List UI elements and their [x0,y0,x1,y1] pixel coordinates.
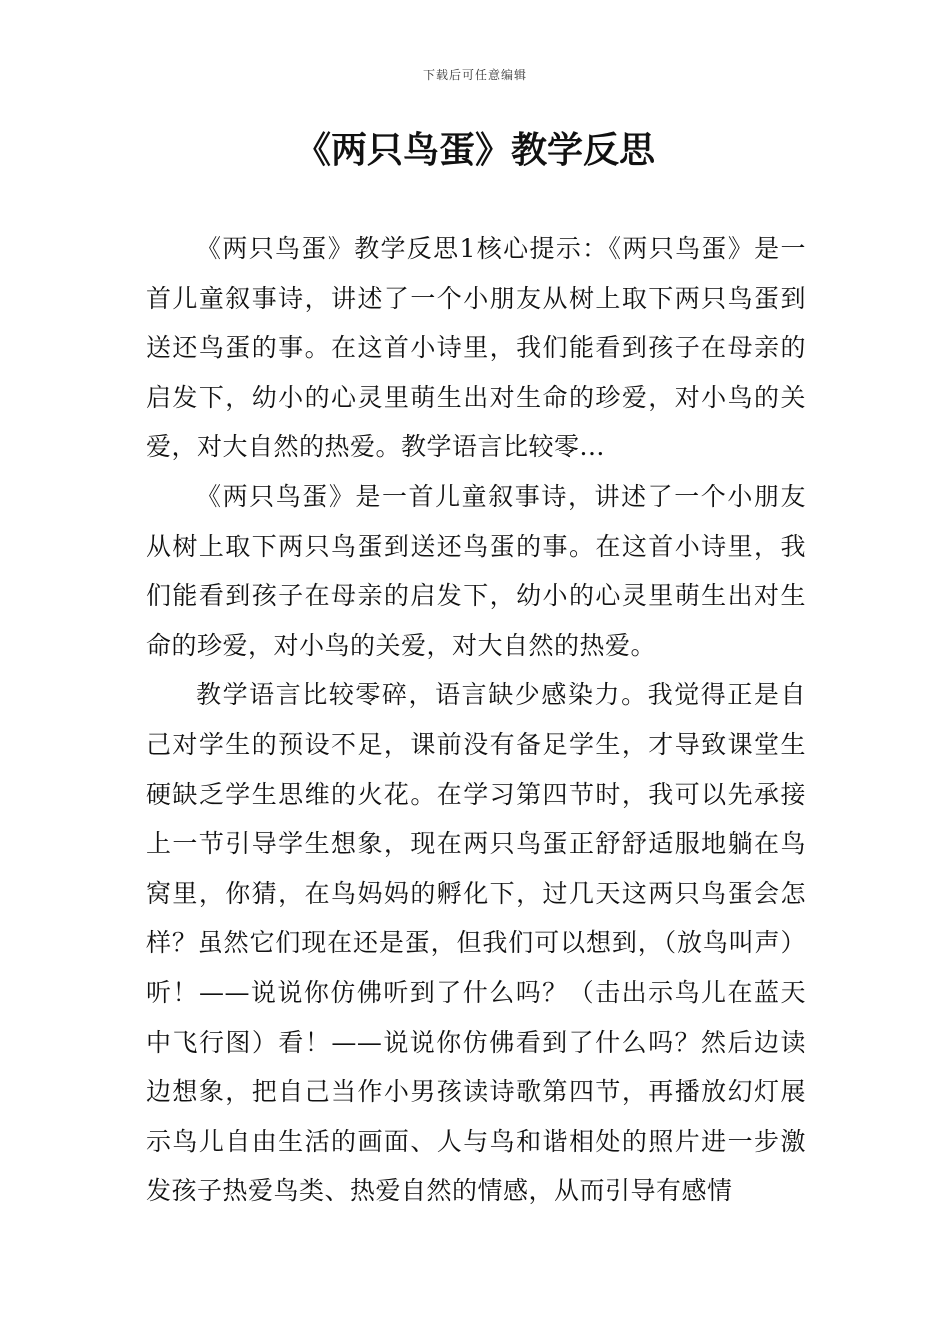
paragraph-reflection: 教学语言比较零碎，语言缺少感染力。我觉得正是自己对学生的预设不足，课前没有备足学生，才导致课堂生硬缺乏学生思维的火花。在学习第四节时，我可以先承接上一节引导学生想象，现在两只鸟蛋正舒舒适服地躺在鸟窝里，你猜，在鸟妈妈的孵化下，过几天这两只鸟蛋会怎样？虽然它们现在还是蛋，但我们可以想到，（放鸟叫声）听！——说说你仿佛听到了什么吗？（击出示鸟儿在蓝天中飞行图）看！——说说你仿佛看到了什么吗？然后边读边想象，把自己当作小男孩读诗歌第四节，再播放幻灯展示鸟儿自由生活的画面、人与鸟和谐相处的照片进一步激发孩子热爱鸟类、热爱自然的情感，从而引导有感情 [146,680,806,1206]
header-note: 下载后可任意编辑 [422,68,527,82]
paragraph-intro: 《两只鸟蛋》是一首儿童叙事诗，讲述了一个小朋友从树上取下两只鸟蛋到送还鸟蛋的事。在这首小诗里，我们能看到孩子在母亲的启发下，幼小的心灵里萌生出对生命的珍爱，对小鸟的关爱，对大自然的热爱。 [146,481,806,660]
document-title: 《两只鸟蛋》教学反思 [294,130,655,171]
paragraph-summary: 《两只鸟蛋》教学反思1核心提示：《两只鸟蛋》是一首儿童叙事诗，讲述了一个小朋友从树上取下两只鸟蛋到送还鸟蛋的事。在这首小诗里，我们能看到孩子在母亲的启发下，幼小的心灵里萌生出对生命的珍爱，对小鸟的关爱，对大自然的热爱。教学语言比较零... [146,234,806,462]
document-body [146,224,806,1216]
